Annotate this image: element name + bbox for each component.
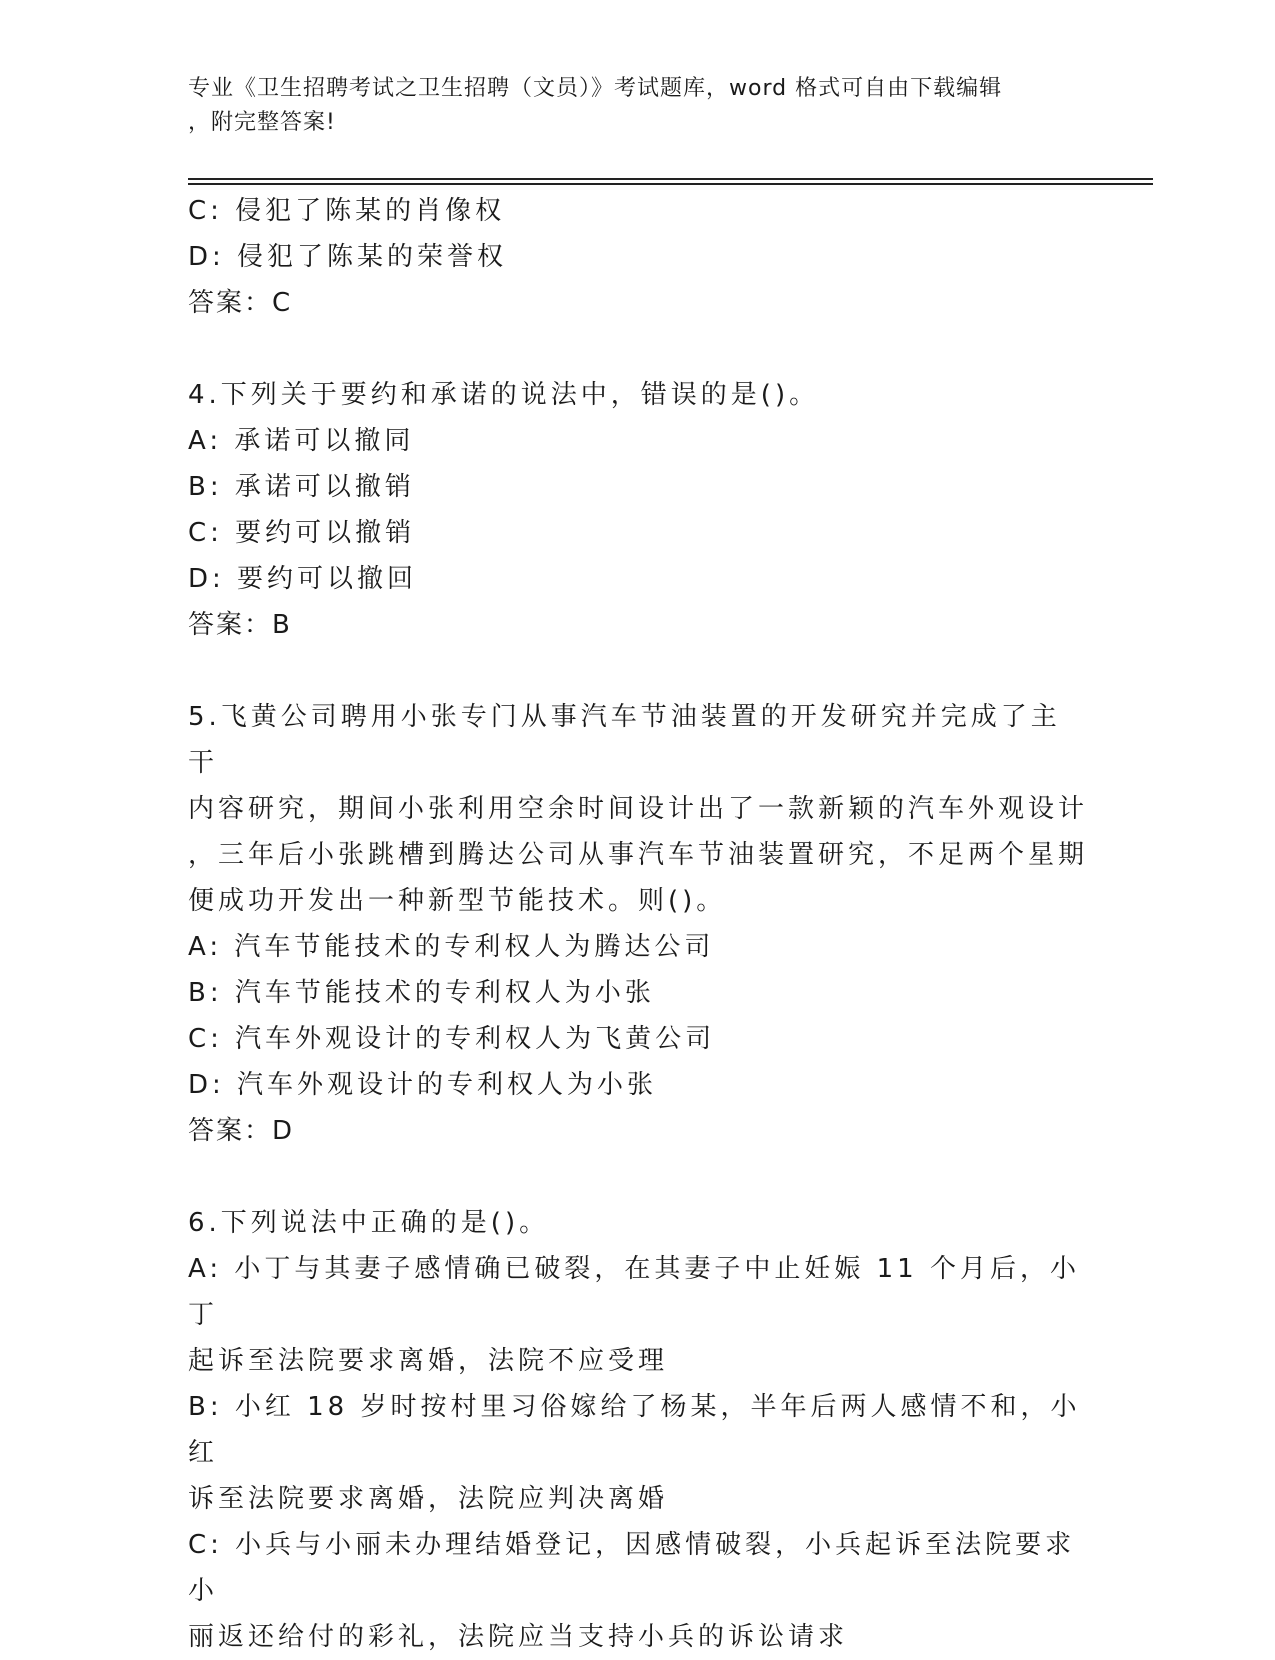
- question-3-continued: [188, 188, 1088, 326]
- header-divider-bottom: [188, 183, 1153, 185]
- option-b-continued: 诉至法院要求离婚，法院应判决离婚: [188, 1484, 669, 1514]
- option-d: D: 侵犯了陈某的荣誉权: [188, 242, 508, 272]
- question-stem: 5.飞黄公司聘用小张专门从事汽车节油装置的开发研究并完成了主干: [188, 702, 1061, 778]
- option-d: D: 要约可以撤回: [188, 564, 418, 594]
- question-stem: ，三年后小张跳槽到腾达公司从事汽车节油装置研究，不足两个星期: [188, 840, 1089, 870]
- option-b: B: 小红 18 岁时按村里习俗嫁给了杨某，半年后两人感情不和，小红: [188, 1392, 1081, 1468]
- question-6: [188, 1200, 1088, 1660]
- option-a: A: 承诺可以撤同: [188, 426, 415, 456]
- question-stem: 内容研究，期间小张利用空余时间设计出了一款新颖的汽车外观设计: [188, 794, 1089, 824]
- option-d: D: 汽车外观设计的专利权人为小张: [188, 1070, 658, 1100]
- option-b: B: 汽车节能技术的专利权人为小张: [188, 978, 655, 1008]
- option-c: C: 侵犯了陈某的肖像权: [188, 196, 506, 226]
- question-stem: 4.下列关于要约和承诺的说法中，错误的是()。: [188, 380, 820, 410]
- option-c: C: 要约可以撤销: [188, 518, 416, 548]
- header-line-2: ，附完整答案!: [188, 110, 336, 135]
- option-b: B: 承诺可以撤销: [188, 472, 415, 502]
- blank-line: [188, 326, 1088, 372]
- blank-line: [188, 648, 1088, 694]
- option-c: C: 小兵与小丽未办理结婚登记，因感情破裂，小兵起诉至法院要求小: [188, 1530, 1076, 1606]
- answer-line: 答案：B: [188, 610, 292, 640]
- question-4: [188, 372, 1088, 648]
- header-line-1: 专业《卫生招聘考试之卫生招聘（文员）》考试题库，word 格式可自由下载编辑: [188, 76, 1003, 101]
- question-stem: 6.下列说法中正确的是()。: [188, 1208, 550, 1238]
- question-stem: 便成功开发出一种新型节能技术。则()。: [188, 886, 727, 916]
- blank-line: [188, 1154, 1088, 1200]
- question-content: [188, 188, 1088, 1660]
- document-header: [188, 72, 1068, 140]
- answer-line: 答案：D: [188, 1116, 295, 1146]
- header-divider-top: [188, 178, 1153, 180]
- option-c: C: 汽车外观设计的专利权人为飞黄公司: [188, 1024, 716, 1054]
- question-5: [188, 694, 1088, 1154]
- option-a: A: 汽车节能技术的专利权人为腾达公司: [188, 932, 715, 962]
- option-a-continued: 起诉至法院要求离婚，法院不应受理: [188, 1346, 669, 1376]
- answer-line: 答案：C: [188, 288, 293, 318]
- option-c-continued: 丽返还给付的彩礼，法院应当支持小兵的诉讼请求: [188, 1622, 849, 1652]
- option-a: A: 小丁与其妻子感情确已破裂，在其妻子中止妊娠 11 个月后，小丁: [188, 1254, 1080, 1330]
